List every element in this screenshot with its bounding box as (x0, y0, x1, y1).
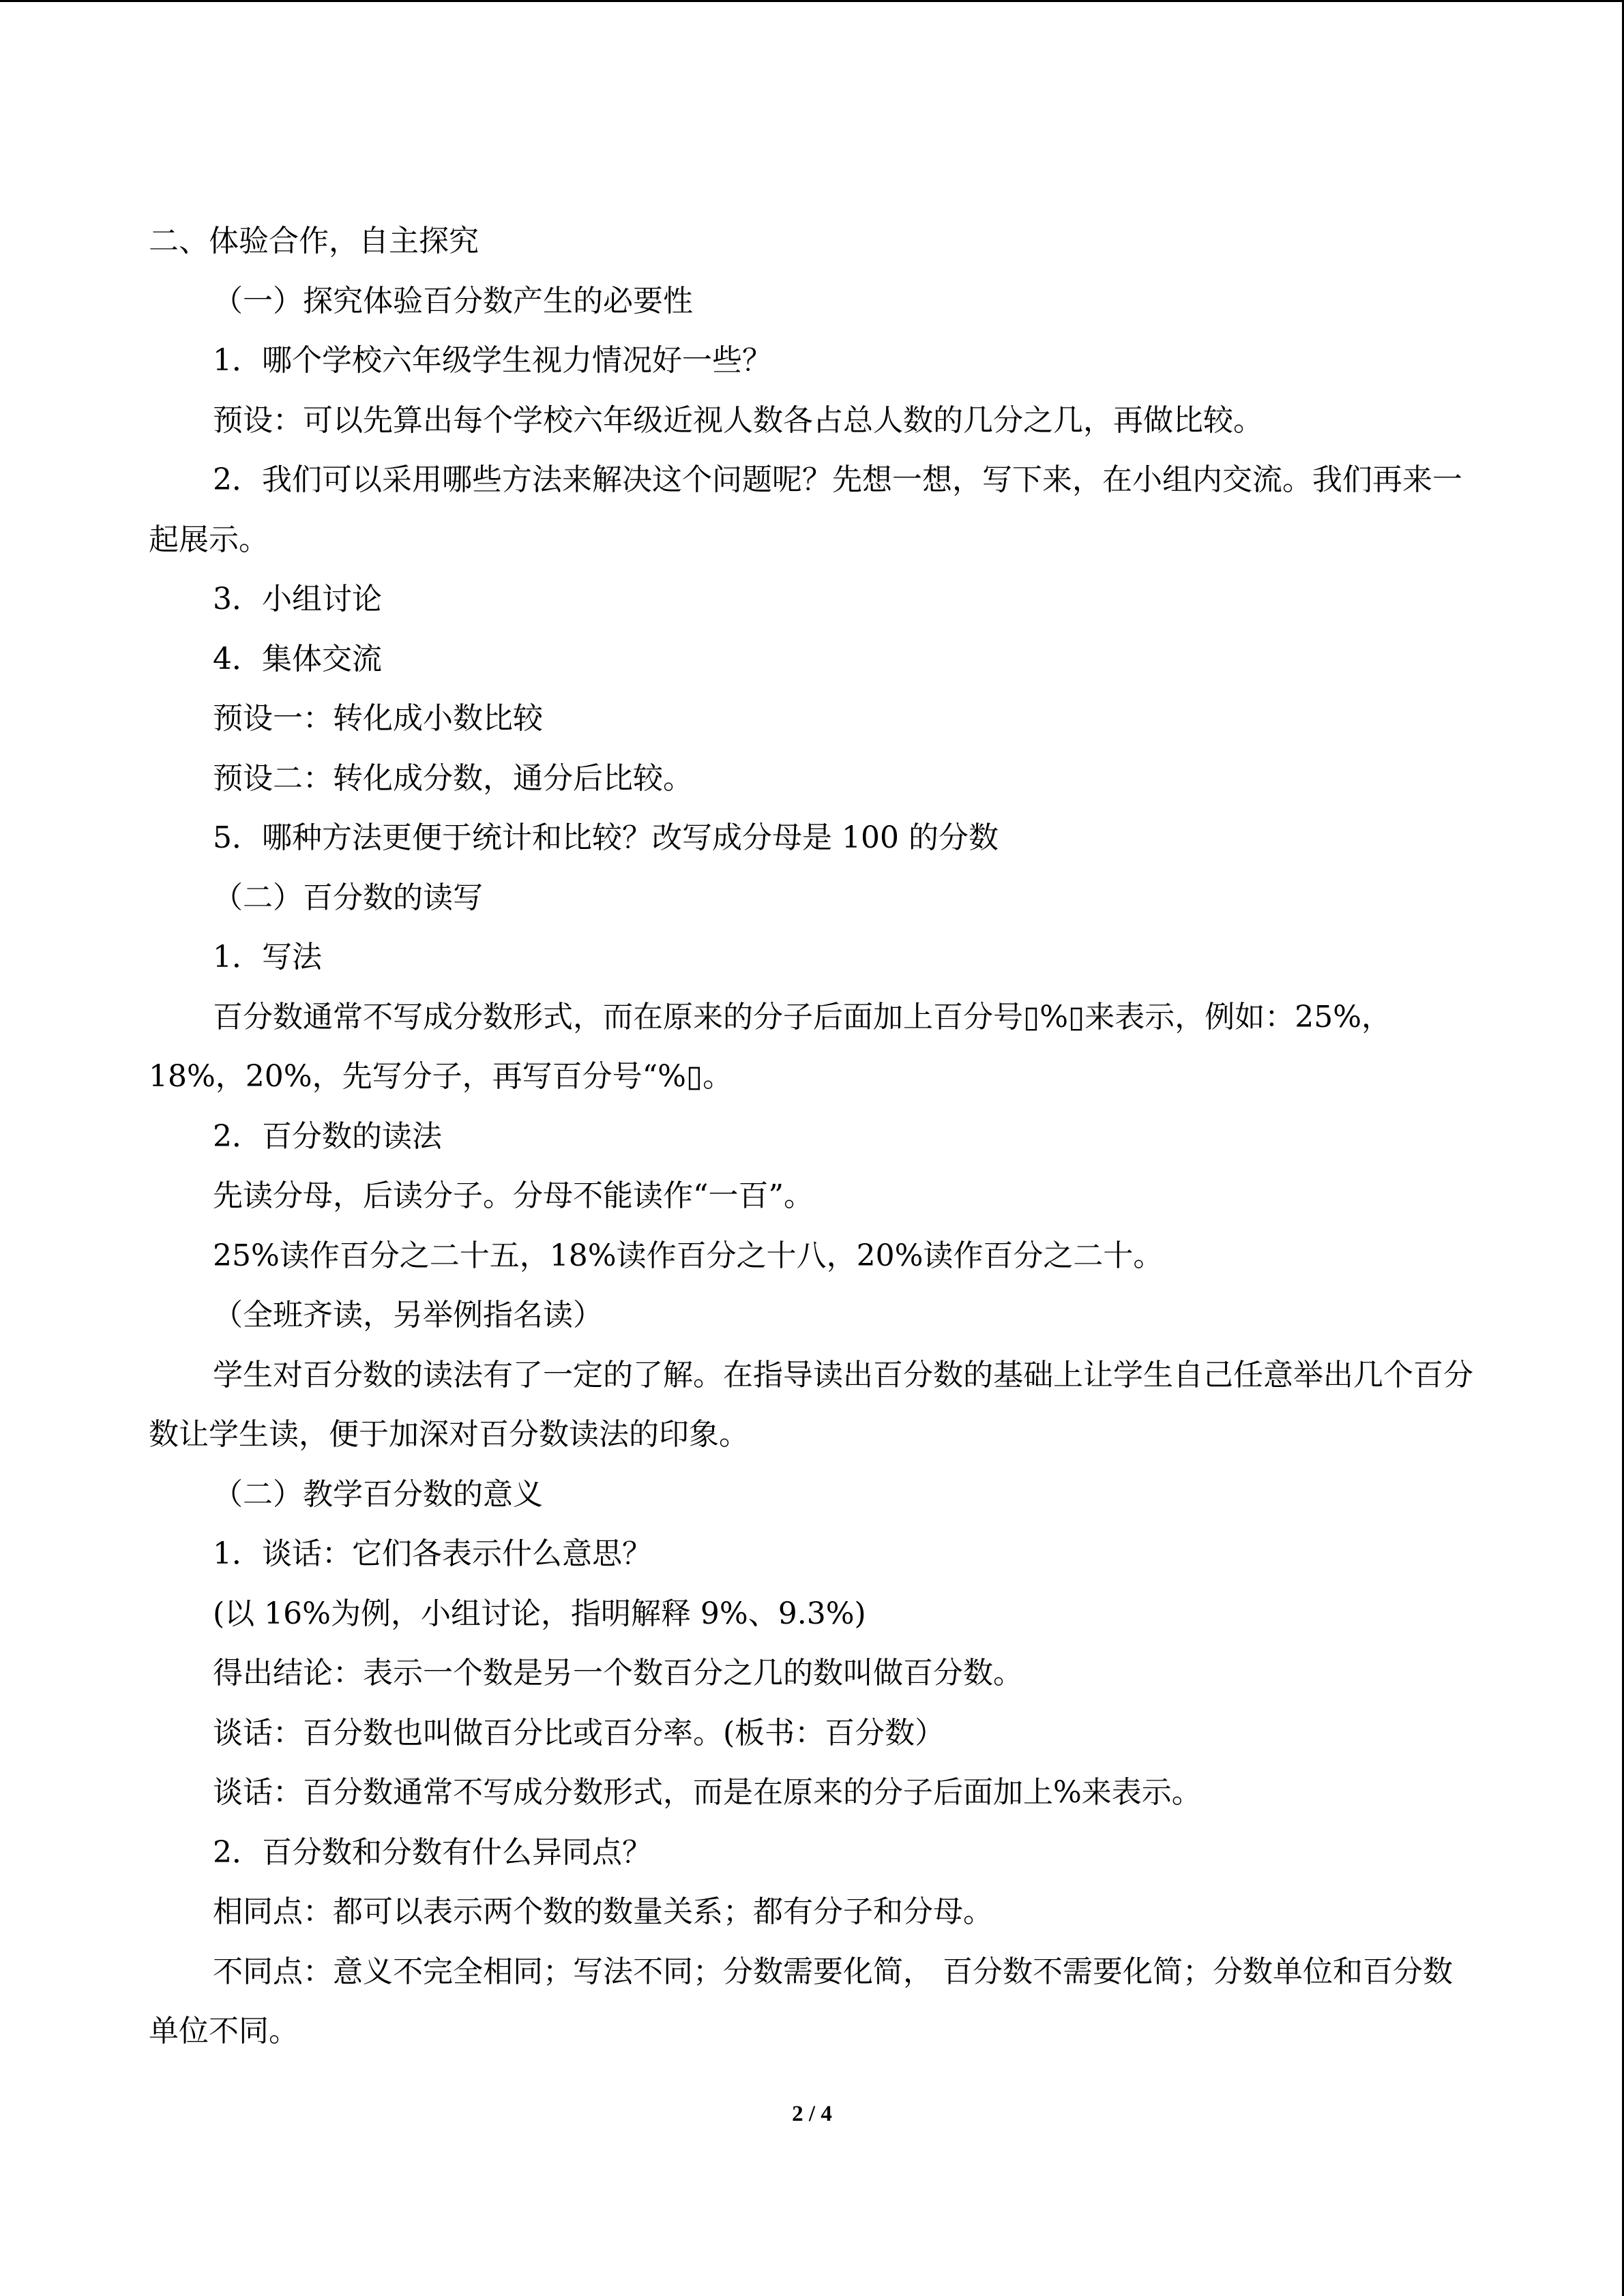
paragraph: 谈话：百分数通常不写成分数形式，而是在原来的分子后面加上%来表示。 (213, 1775, 1202, 1810)
paragraph: (以 16%为例，小组讨论，指明解释 9%、9.3%) (213, 1596, 866, 1631)
section-heading: 二、体验合作，自主探究 (149, 224, 479, 258)
paragraph: 2．百分数和分数有什么异同点？ (213, 1834, 652, 1870)
subsection-heading: （一）探究体验百分数产生的必要性 (213, 283, 693, 318)
subsection-heading: （二）教学百分数的意义 (213, 1476, 543, 1512)
page-number: 2 / 4 (792, 2102, 832, 2126)
paragraph: 1．谈话：它们各表示什么意思？ (213, 1536, 652, 1571)
paragraph: 预设二：转化成分数，通分后比较。 (213, 760, 693, 796)
paragraph: 25%读作百分之二十五，18%读作百分之十八，20%读作百分之二十。 (213, 1238, 1164, 1273)
paragraph: 不同点：意义不完全相同；写法不同；分数需要化简， 百分数不需要化简；分数单位和百分数单位不同。 (149, 1954, 1453, 2048)
paragraph: 预设：可以先算出每个学校六年级近视人数各占总人数的几分之几，再做比较。 (213, 402, 1263, 438)
paragraph: 3．小组讨论 (213, 582, 382, 616)
paragraph: 相同点：都可以表示两个数的数量关系；都有分子和分母。 (213, 1894, 993, 1929)
paragraph: （全班齐读，另举例指名读） (213, 1298, 603, 1332)
paragraph: 1．哪个学校六年级学生视力情况好一些？ (213, 343, 772, 378)
paragraph: 1．写法 (213, 940, 322, 974)
paragraph: 谈话：百分数也叫做百分比或百分率。(板书：百分数） (213, 1715, 945, 1750)
document-body (149, 211, 1479, 2061)
paragraph: 先读分母，后读分子。分母不能读作“一百”。 (213, 1178, 814, 1213)
paragraph: 预设一：转化成小数比较 (213, 701, 543, 736)
paragraph: 4．集体交流 (213, 641, 382, 676)
paragraph: 得出结论：表示一个数是另一个数百分之几的数叫做百分数。 (213, 1656, 1023, 1690)
subsection-heading: （二）百分数的读写 (213, 880, 483, 915)
paragraph: 5．哪种方法更便于统计和比较？改写成分母是 100 的分数 (213, 820, 999, 855)
paragraph: 百分数通常不写成分数形式，而在原来的分子后面加上百分号▯%▯来表示，例如：25%，18%，20%，先写分子，再写百分号“%▯。 (149, 999, 1392, 1094)
paragraph: 2．我们可以采用哪些方法来解决这个问题呢？先想一想，写下来，在小组内交流。我们再来一起展示。 (149, 462, 1462, 557)
paragraph: 2．百分数的读法 (213, 1118, 442, 1154)
paragraph: 学生对百分数的读法有了一定的了解。在指导读出百分数的基础上让学生自己任意举出几个百分数让学生读，便于加深对百分数读法的印象。 (149, 1357, 1473, 1452)
